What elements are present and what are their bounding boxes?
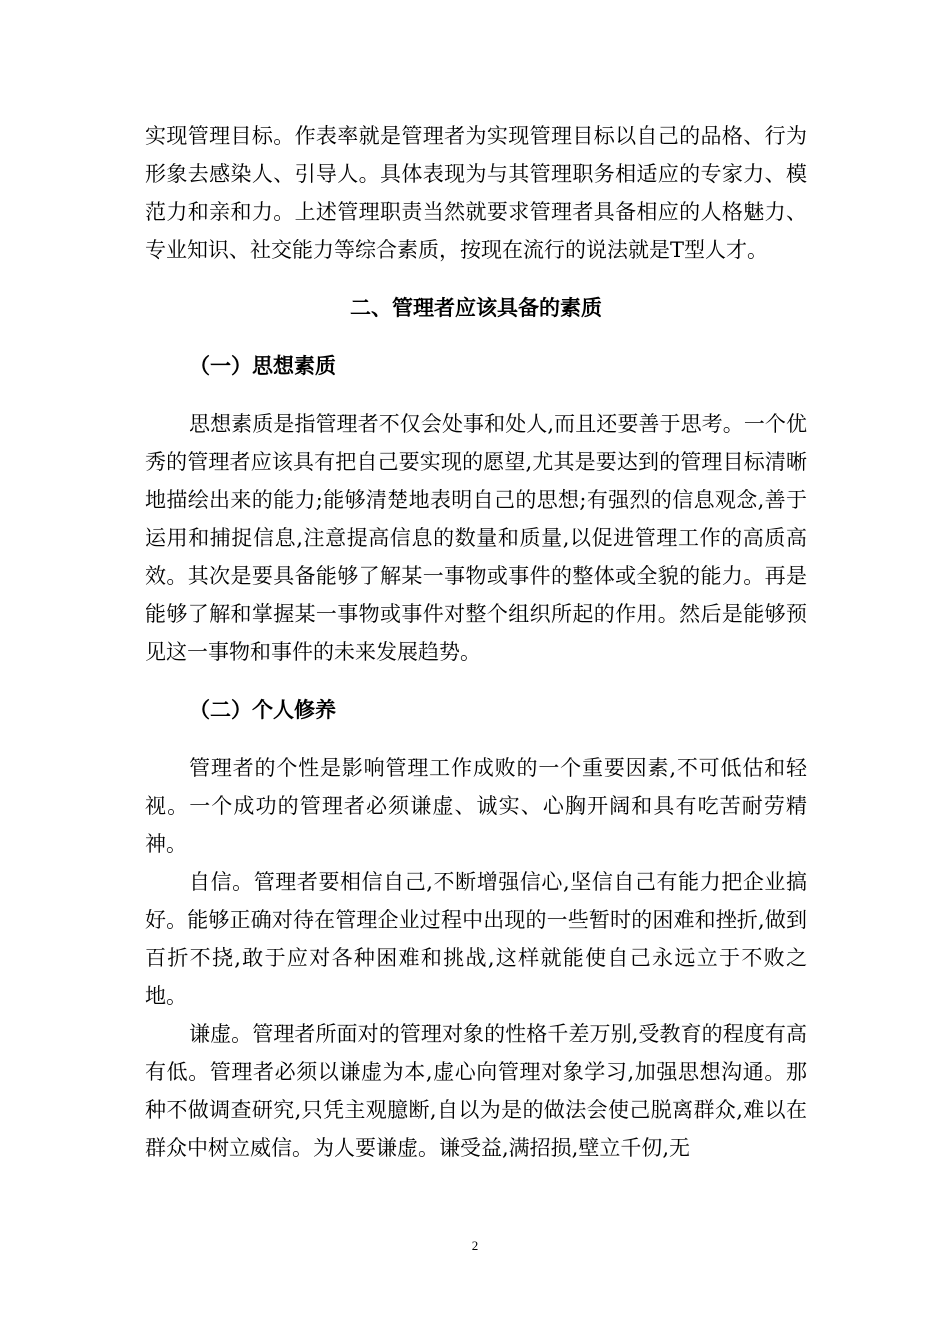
section-heading: 二、管理者应该具备的素质: [350, 296, 602, 320]
page-number: 2: [471, 1238, 479, 1253]
modesty-paragraph: 谦虚。管理者所面对的管理对象的性格千差万别,受教育的程度有高有低。管理者必须以谦虚为本,虚心向管理对象学习,加强思想沟通。那种不做调查研究,只凭主观臆断,自以为是的做法会使己脱离群众,难以在群众中树立威信。为人要谦虚。谦受益,满招损,壁立千仞,无: [145, 1022, 807, 1160]
subsection-heading-cultivation: （二）个人修养: [189, 698, 336, 722]
thought-quality-paragraph: 思想素质是指管理者不仅会处事和处人,而且还要善于思考。一个优秀的管理者应该具有把自己要实现的愿望,尤其是要达到的管理目标清晰地描绘出来的能力;能够清楚地表明自己的思想;有强烈的信息观念,善于运用和捕捉信息,注意提高信息的数量和质量,以促进管理工作的高质高效。其次是要具备能够了解某一事物或事件的整体或全貌的能力。再是能够了解和掌握某一事物或事件对整个组织所起的作用。然后是能够预见这一事物和事件的未来发展趋势。: [145, 412, 807, 664]
intro-paragraph: 实现管理目标。作表率就是管理者为实现管理目标以自己的品格、行为形象去感染人、引导人。具体表现为与其管理职务相适应的专家力、模范力和亲和力。上述管理职责当然就要求管理者具备相应的人格魅力、专业知识、社交能力等综合素质，按现在流行的说法就是T型人才。: [145, 124, 807, 262]
personality-paragraph: 管理者的个性是影响管理工作成败的一个重要因素,不可低估和轻视。一个成功的管理者必须谦虚、诚实、心胸开阔和具有吃苦耐劳精神。: [145, 756, 807, 856]
confidence-paragraph: 自信。管理者要相信自己,不断增强信心,坚信自己有能力把企业搞好。能够正确对待在管理企业过程中出现的一些暂时的困难和挫折,做到百折不挠,敢于应对各种困难和挑战,这样就能使自己永远立于不败之地。: [145, 870, 807, 1008]
document-body: [145, 117, 807, 1167]
subsection-heading-thought: （一）思想素质: [189, 354, 336, 378]
